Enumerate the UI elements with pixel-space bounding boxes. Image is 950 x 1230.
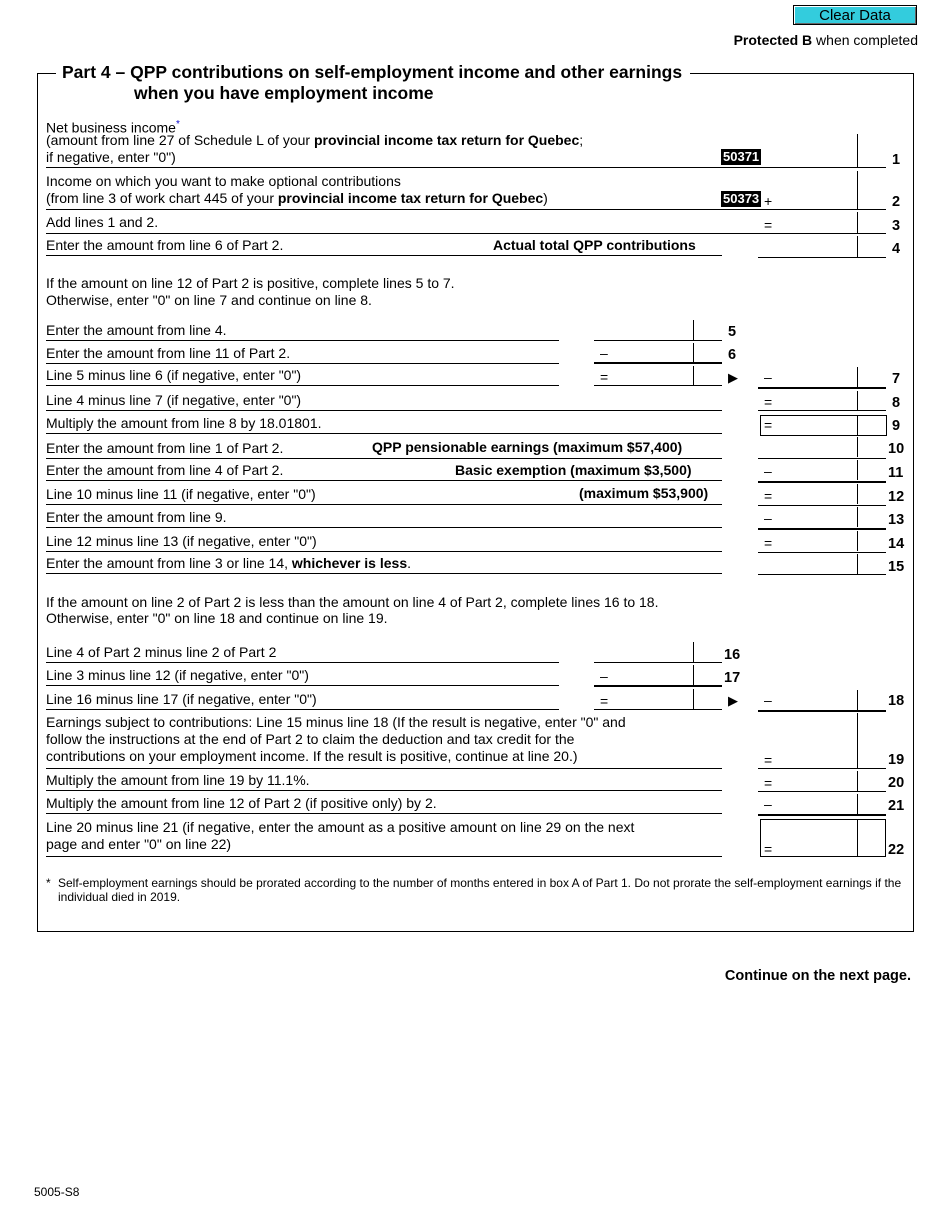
line20-label: Multiply the amount from line 19 by 11.1%. [46, 772, 310, 788]
line15-pre: Enter the amount from line 3 or line 14, [46, 555, 292, 571]
line7-label: Line 5 minus line 6 (if negative, enter "0") [46, 367, 302, 383]
line8-label: Line 4 minus line 7 (if negative, enter "0") [46, 392, 302, 408]
line-number-1: 1 [892, 152, 901, 168]
col-divider [693, 343, 694, 363]
protected-b-rest: when completed [812, 32, 918, 48]
line-number-5: 5 [728, 324, 737, 340]
line10-bold: QPP pensionable earnings (maximum $57,400) [372, 439, 683, 455]
rule [758, 505, 886, 506]
line-number-15: 15 [888, 559, 905, 575]
line17-label: Line 3 minus line 12 (if negative, enter "0") [46, 667, 309, 683]
line2-b-bold: provincial income tax return for Quebec [277, 190, 544, 206]
line1-b-pre: (amount from line 27 of Schedule L of your [46, 132, 314, 148]
line-number-12: 12 [888, 489, 905, 505]
continue-note: Continue on the next page. [724, 968, 911, 984]
rule [758, 791, 886, 792]
equals-sign: = [764, 535, 773, 551]
line1-amount-input[interactable] [760, 145, 856, 167]
line12-label: Line 10 minus line 11 (if negative, enter "0") [46, 486, 316, 502]
line4-label: Enter the amount from line 6 of Part 2. [46, 237, 284, 253]
line17-amount-input[interactable] [612, 664, 692, 686]
line-number-21: 21 [888, 798, 905, 814]
rule [758, 410, 886, 411]
rule [758, 710, 886, 712]
line15-amount-input[interactable] [760, 553, 856, 575]
line-number-10: 10 [888, 441, 905, 457]
rule [594, 709, 722, 710]
equals-sign: = [764, 488, 773, 504]
rule [758, 574, 886, 575]
rule [46, 768, 722, 769]
line14-amount-input[interactable] [776, 531, 856, 553]
minus-sign: – [600, 668, 608, 684]
rule [46, 504, 722, 505]
line3-amount-input[interactable] [776, 211, 856, 233]
line2-label-a: Income on which you want to make optional contributions [46, 173, 401, 189]
line4-bold: Actual total QPP contributions [493, 237, 696, 253]
minus-sign: – [764, 369, 772, 385]
col-divider [857, 415, 858, 436]
rule [46, 813, 722, 814]
part4-title-line1: Part 4 – QPP contributions on self-employment income and other earnings [62, 62, 683, 82]
line2-code: 50373 [723, 191, 760, 206]
line1-text: Net business income [46, 119, 176, 136]
rule [594, 385, 722, 386]
col-divider [857, 713, 858, 768]
rule [46, 410, 722, 411]
rule [46, 856, 722, 857]
rule [46, 340, 559, 341]
rule [758, 257, 886, 258]
line6-label: Enter the amount from line 11 of Part 2. [46, 345, 291, 361]
line2-amount-input[interactable] [776, 187, 856, 209]
arrow-right-icon: ▶ [728, 370, 738, 385]
line-number-17: 17 [724, 670, 741, 686]
rule [46, 255, 722, 256]
line-number-20: 20 [888, 775, 905, 791]
line4-amount-input[interactable] [760, 234, 856, 256]
line8-amount-input[interactable] [776, 389, 856, 411]
col-divider [857, 212, 858, 234]
col-divider [857, 171, 858, 210]
rule [46, 790, 722, 791]
instruction1-a: If the amount on line 12 of Part 2 is positive, complete lines 5 to 7. [46, 275, 455, 291]
line18-label: Line 16 minus line 17 (if negative, enter "0") [46, 691, 317, 707]
rule [758, 458, 886, 459]
rule [46, 363, 559, 364]
rule [46, 433, 722, 434]
rule [46, 527, 722, 528]
rule [594, 362, 722, 364]
line18-amount-input[interactable] [776, 689, 856, 711]
line7-left-amount-input[interactable] [612, 365, 692, 387]
line10-amount-input[interactable] [760, 436, 856, 458]
line-number-6: 6 [728, 347, 737, 363]
line-number-14: 14 [888, 536, 905, 552]
line1-label-c: if negative, enter "0") [46, 149, 176, 165]
col-divider [857, 236, 858, 257]
rule [758, 768, 886, 769]
col-divider [857, 690, 858, 710]
equals-sign: = [764, 217, 773, 233]
rule [594, 662, 722, 663]
line13-label: Enter the amount from line 9. [46, 509, 227, 525]
line16-label: Line 4 of Part 2 minus line 2 of Part 2 [46, 644, 277, 660]
line11-amount-input[interactable] [776, 460, 856, 482]
part4-title [56, 62, 690, 104]
rule [46, 573, 722, 574]
line-number-19: 19 [888, 752, 905, 768]
line12-amount-input[interactable] [776, 484, 856, 506]
line22-label-a: Line 20 minus line 21 (if negative, enter the amount as a positive amount on line 29 on the next [46, 819, 635, 835]
minus-sign: – [764, 796, 772, 812]
instruction1-b: Otherwise, enter "0" on line 7 and continue on line 8. [46, 292, 372, 308]
col-divider [857, 484, 858, 504]
rule [46, 662, 559, 663]
protected-b-label [734, 32, 918, 48]
rule [758, 814, 886, 816]
equals-sign: = [600, 369, 609, 385]
col-divider [693, 642, 694, 662]
rule [758, 481, 886, 483]
rule [46, 458, 722, 459]
rule [46, 167, 886, 168]
col-divider [693, 665, 694, 685]
equals-sign: = [764, 394, 773, 410]
line-number-4: 4 [892, 241, 901, 257]
col-divider [857, 554, 858, 574]
line-number-8: 8 [892, 395, 901, 411]
line9-label: Multiply the amount from line 8 by 18.01801. [46, 415, 322, 431]
col-divider [857, 391, 858, 411]
equals-sign: = [600, 693, 609, 709]
col-divider [857, 819, 858, 857]
rule [46, 385, 559, 386]
minus-sign: – [764, 463, 772, 479]
col-divider [693, 689, 694, 709]
form-id: 5005-S8 [34, 1185, 80, 1199]
line-number-22: 22 [888, 842, 905, 858]
rule [594, 340, 722, 341]
rule [46, 709, 559, 710]
line11-label: Enter the amount from line 4 of Part 2. [46, 462, 284, 478]
rule [758, 528, 886, 530]
line1-b-post: ; [579, 132, 584, 148]
line18-left-amount-input[interactable] [612, 689, 692, 711]
line-number-16: 16 [724, 647, 741, 663]
line-number-18: 18 [888, 693, 905, 709]
equals-sign: = [764, 752, 773, 768]
footnote-text: Self-employment earnings should be prorated according to the number of months entered in box A of Part 1. Do not prorate the self-employment earnings if the individual died in 2019. [58, 876, 902, 904]
part4-title-line2: when you have employment income [134, 83, 434, 103]
footnote [46, 876, 906, 904]
line19-label-a: Earnings subject to contributions: Line 15 minus line 18 (If the result is negative, enter "0" and [46, 714, 626, 730]
line19-label-b: follow the instructions at the end of Part 2 to claim the deduction and tax credit for the [46, 731, 575, 747]
line16-amount-input[interactable] [596, 641, 692, 663]
line2-b-post: ) [543, 190, 548, 206]
line21-amount-input[interactable] [776, 793, 856, 815]
line1-b-bold: provincial income tax return for Quebec [313, 132, 580, 148]
line15-bold: whichever is less [291, 555, 408, 571]
line12-bold: (maximum $53,900) [579, 485, 709, 501]
rule [46, 685, 559, 686]
line3-label: Add lines 1 and 2. [46, 214, 159, 230]
instruction2-a: If the amount on line 2 of Part 2 is less than the amount on line 4 of Part 2, complete lines 16 to 18. [46, 594, 659, 610]
minus-sign: – [600, 345, 608, 361]
arrow-right-icon: ▶ [728, 693, 738, 708]
col-divider [857, 134, 858, 168]
line21-label: Multiply the amount from line 12 of Part 2 (if positive only) by 2. [46, 795, 437, 811]
col-divider [857, 531, 858, 551]
line7-amount-input[interactable] [776, 365, 856, 387]
line22-label-b: page and enter "0" on line 22) [46, 836, 232, 852]
rule [46, 551, 722, 552]
equals-sign: = [764, 841, 773, 857]
footnote-marker: * [175, 119, 180, 130]
line11-bold: Basic exemption (maximum $3,500) [455, 462, 692, 478]
col-divider [857, 507, 858, 527]
line19-label-c: contributions on your employment income. If the result is positive, continue at line 20.) [46, 748, 578, 764]
line14-label: Line 12 minus line 13 (if negative, enter "0") [46, 533, 317, 549]
line-number-7: 7 [892, 371, 901, 387]
line1-label-b [46, 132, 583, 149]
rule [46, 209, 886, 210]
line-number-11: 11 [888, 465, 904, 481]
rule [46, 480, 722, 481]
line-number-2: 2 [892, 194, 901, 210]
line1-code: 50371 [723, 149, 760, 164]
line-number-3: 3 [892, 218, 901, 234]
equals-sign: = [764, 775, 773, 791]
plus-sign: + [764, 193, 773, 209]
protected-b-bold: Protected B [733, 32, 813, 48]
col-divider [857, 437, 858, 457]
minus-sign: – [764, 692, 772, 708]
col-divider [857, 460, 858, 480]
line22-amount-input[interactable] [776, 834, 856, 856]
line6-amount-input[interactable] [612, 342, 692, 364]
line-number-13: 13 [888, 512, 905, 528]
line15-label [46, 555, 411, 572]
line20-amount-input[interactable] [776, 770, 856, 792]
equals-sign: = [764, 417, 773, 433]
line19-amount-input[interactable] [776, 746, 856, 768]
line2-label-b [46, 190, 548, 207]
instruction2-b: Otherwise, enter "0" on line 18 and continue on line 19. [46, 610, 388, 626]
clear-data-button[interactable]: Clear Data [793, 5, 917, 25]
col-divider [857, 367, 858, 387]
footnote-star: * [46, 876, 51, 890]
line13-amount-input[interactable] [776, 507, 856, 529]
line5-label: Enter the amount from line 4. [46, 322, 227, 338]
col-divider [857, 794, 858, 814]
col-divider [693, 366, 694, 386]
line15-post: . [407, 555, 411, 571]
col-divider [693, 320, 694, 340]
col-divider [857, 771, 858, 791]
line9-amount-input[interactable] [776, 414, 856, 436]
rule [594, 685, 722, 687]
line-number-9: 9 [892, 418, 901, 434]
line5-amount-input[interactable] [596, 319, 692, 341]
line10-label: Enter the amount from line 1 of Part 2. [46, 440, 284, 456]
minus-sign: – [764, 510, 772, 526]
line2-b-pre: (from line 3 of work chart 445 of your [46, 190, 278, 206]
